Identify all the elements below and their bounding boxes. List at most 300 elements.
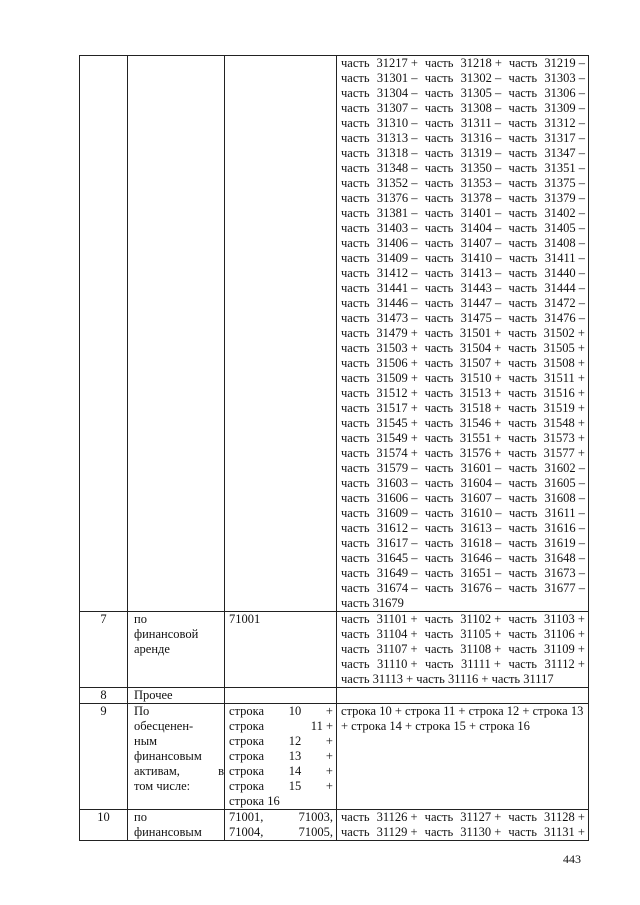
text-fragment: часть — [424, 825, 454, 839]
text-fragment: часть — [424, 191, 454, 205]
text-line — [341, 341, 585, 356]
text-line — [341, 161, 585, 176]
text-fragment: часть — [508, 296, 538, 310]
text-fragment: Прочее — [134, 688, 173, 702]
text-fragment: 31376 – — [376, 191, 418, 205]
text-fragment: 31505 + — [543, 341, 585, 355]
table-row — [80, 688, 589, 704]
text-fragment: в — [218, 764, 224, 778]
text-line — [229, 612, 333, 627]
row-codes-cell — [225, 56, 337, 612]
text-line — [341, 86, 585, 101]
text-line — [134, 688, 224, 703]
text-fragment: 31545 + — [376, 416, 418, 430]
text-fragment: 31101 + — [376, 612, 418, 626]
text-line — [341, 416, 585, 431]
text-fragment: часть — [424, 371, 454, 385]
text-fragment: часть — [424, 266, 454, 280]
text-line — [229, 779, 333, 794]
text-fragment: финансовым — [134, 825, 202, 839]
row-formula-cell — [337, 704, 589, 810]
text-fragment: 31351 – — [544, 161, 585, 175]
text-fragment: 31510 + — [460, 371, 502, 385]
text-fragment: 31312 – — [544, 116, 585, 130]
text-fragment: 31319 – — [460, 146, 502, 160]
text-fragment: часть — [341, 401, 370, 415]
text-line — [134, 719, 224, 734]
text-fragment: 31404 – — [460, 221, 502, 235]
text-line — [341, 371, 585, 386]
text-fragment: 31405 – — [544, 221, 585, 235]
text-fragment: 71001 — [229, 612, 261, 626]
text-fragment: часть — [424, 627, 454, 641]
row-name-cell — [128, 810, 225, 841]
text-fragment: часть — [508, 506, 538, 520]
text-fragment: часть — [341, 251, 370, 265]
text-line — [341, 116, 585, 131]
text-fragment: часть — [341, 642, 370, 656]
text-fragment: 31673 – — [544, 566, 585, 580]
text-fragment: 31103 + — [543, 612, 585, 626]
text-fragment: часть — [508, 356, 537, 370]
text-line — [341, 191, 585, 206]
text-fragment: часть — [424, 581, 454, 595]
text-fragment: 31408 – — [544, 236, 585, 250]
text-line — [341, 281, 585, 296]
text-fragment: строка — [229, 749, 265, 763]
text-fragment: 31403 – — [376, 221, 418, 235]
row-formula-cell — [337, 810, 589, 841]
row-number-cell — [80, 688, 128, 704]
text-fragment: 31646 – — [460, 551, 502, 565]
text-fragment: часть — [424, 506, 454, 520]
text-line — [341, 356, 585, 371]
text-line — [341, 221, 585, 236]
text-fragment: часть — [508, 236, 538, 250]
text-line — [134, 627, 224, 642]
text-fragment: 31306 – — [544, 86, 585, 100]
text-fragment: 31576 + — [459, 446, 502, 460]
text-fragment: 11 + — [310, 719, 333, 733]
text-fragment: 31648 – — [544, 551, 585, 565]
text-line — [134, 704, 224, 719]
text-fragment: финансовым — [134, 749, 202, 763]
text-line — [341, 311, 585, 326]
text-fragment: 31677 – — [544, 581, 585, 595]
text-fragment: часть — [508, 281, 538, 295]
text-fragment: часть — [508, 536, 538, 550]
text-fragment: часть 31679 — [341, 596, 404, 610]
text-fragment: часть — [508, 176, 538, 190]
text-fragment: 31441 – — [376, 281, 418, 295]
text-fragment: 31475 – — [460, 311, 502, 325]
text-fragment: 31107 + — [376, 642, 418, 656]
text-fragment: часть — [341, 86, 370, 100]
text-fragment: часть — [341, 341, 370, 355]
text-fragment: 31313 – — [376, 131, 418, 145]
text-fragment: часть — [508, 627, 537, 641]
text-fragment: + — [325, 779, 333, 793]
text-fragment: 31126 + — [376, 810, 418, 824]
text-fragment: часть — [341, 536, 370, 550]
text-fragment: строка 10 + строка 11 + строка 12 + строка 13 — [341, 704, 584, 718]
text-line — [134, 779, 224, 794]
row-codes-cell — [225, 688, 337, 704]
text-fragment: 31674 – — [376, 581, 418, 595]
row-codes-cell — [225, 612, 337, 688]
text-fragment: 31381 – — [376, 206, 418, 220]
text-fragment: 31649 – — [376, 566, 418, 580]
text-fragment: часть — [424, 491, 454, 505]
row-formula-cell — [337, 688, 589, 704]
text-fragment: часть — [424, 176, 454, 190]
text-line — [341, 521, 585, 536]
text-fragment: часть — [341, 116, 370, 130]
text-line — [341, 612, 585, 627]
text-fragment: строка — [229, 734, 265, 748]
text-line — [229, 810, 333, 825]
text-fragment: 31413 – — [460, 266, 502, 280]
text-fragment: часть — [341, 386, 370, 400]
text-fragment: 71004, — [229, 825, 264, 839]
text-line — [341, 431, 585, 446]
text-line — [134, 749, 224, 764]
text-fragment: часть — [341, 825, 370, 839]
text-fragment: 31378 – — [460, 191, 502, 205]
row-name-cell — [128, 56, 225, 612]
text-line — [341, 596, 585, 611]
text-fragment: часть — [424, 446, 454, 460]
text-fragment: финансовой — [134, 627, 199, 641]
text-line — [341, 446, 585, 461]
row-number-cell — [80, 810, 128, 841]
text-fragment: 31473 – — [376, 311, 418, 325]
text-line — [341, 401, 585, 416]
document-table — [79, 55, 589, 841]
text-fragment: часть — [341, 521, 370, 535]
text-fragment: 31409 – — [376, 251, 418, 265]
text-fragment: часть — [508, 825, 537, 839]
text-fragment: 31110 + — [377, 657, 418, 671]
text-fragment: часть — [341, 206, 370, 220]
text-fragment: часть — [508, 612, 537, 626]
text-fragment: 31443 – — [460, 281, 502, 295]
text-fragment: 31519 + — [543, 401, 585, 415]
text-fragment: часть — [424, 326, 454, 340]
text-line — [341, 642, 585, 657]
text-fragment: 31353 – — [460, 176, 502, 190]
text-fragment: 31352 – — [376, 176, 418, 190]
text-line — [229, 749, 333, 764]
text-fragment: 31579 – — [376, 461, 418, 475]
text-line — [341, 825, 585, 840]
text-fragment: часть — [341, 461, 370, 475]
text-fragment: часть — [508, 86, 538, 100]
text-fragment: 31603 – — [376, 476, 418, 490]
text-fragment: том числе: — [134, 779, 191, 793]
text-fragment: часть — [424, 536, 454, 550]
text-fragment: часть — [508, 146, 538, 160]
text-fragment: 31619 – — [544, 536, 585, 550]
text-fragment: 31509 + — [376, 371, 418, 385]
text-fragment: часть — [341, 506, 370, 520]
text-fragment: По — [134, 704, 150, 718]
row-number: 8 — [100, 688, 107, 702]
text-fragment: часть — [424, 612, 454, 626]
row-formula-cell — [337, 56, 589, 612]
text-line — [229, 704, 333, 719]
text-fragment: 31104 + — [376, 627, 418, 641]
text-fragment: часть — [424, 386, 454, 400]
text-fragment: 31501 + — [459, 326, 502, 340]
row-name-cell — [128, 688, 225, 704]
text-line — [134, 642, 224, 657]
text-fragment: ным — [134, 734, 157, 748]
text-fragment: 31303 – — [544, 71, 585, 85]
text-fragment: аренде — [134, 642, 170, 656]
text-line — [341, 296, 585, 311]
text-fragment: 31309 – — [544, 101, 585, 115]
text-fragment: 71001, — [229, 810, 264, 824]
text-fragment: часть — [508, 386, 537, 400]
text-fragment: часть — [424, 642, 454, 656]
text-fragment: часть — [424, 236, 454, 250]
text-fragment: 31617 – — [376, 536, 418, 550]
text-fragment: 31517 + — [376, 401, 418, 415]
text-fragment: часть — [341, 612, 370, 626]
text-fragment: часть — [508, 71, 538, 85]
text-fragment: 31573 + — [543, 431, 585, 445]
text-fragment: 31518 + — [459, 401, 502, 415]
text-fragment: 31318 – — [376, 146, 418, 160]
text-fragment: 31446 – — [376, 296, 418, 310]
text-line — [341, 71, 585, 86]
text-fragment: 31516 + — [543, 386, 585, 400]
text-line — [341, 461, 585, 476]
text-fragment: строка — [229, 764, 265, 778]
text-fragment: 31131 + — [543, 825, 585, 839]
text-fragment: часть — [341, 657, 370, 671]
text-fragment: 31546 + — [459, 416, 502, 430]
text-line — [134, 734, 224, 749]
table-body — [80, 56, 589, 841]
row-formula-cell — [337, 612, 589, 688]
text-fragment: 31607 – — [460, 491, 502, 505]
text-line — [134, 825, 224, 840]
text-fragment: часть — [508, 191, 538, 205]
text-fragment: часть — [341, 266, 370, 280]
text-fragment: строка — [229, 704, 265, 718]
text-fragment: 31379 – — [544, 191, 585, 205]
text-fragment: по — [134, 612, 147, 626]
text-fragment: 31109 + — [543, 642, 585, 656]
row-number: 7 — [100, 612, 107, 626]
row-number-cell — [80, 612, 128, 688]
text-fragment: часть — [341, 56, 370, 70]
text-fragment: + — [325, 749, 333, 763]
text-line — [341, 491, 585, 506]
text-fragment: часть — [341, 221, 370, 235]
text-fragment: 31508 + — [543, 356, 585, 370]
text-fragment: часть — [341, 356, 370, 370]
text-fragment: часть — [341, 176, 370, 190]
text-fragment: часть — [508, 581, 538, 595]
text-fragment: 31310 – — [376, 116, 418, 130]
text-line — [229, 734, 333, 749]
text-fragment: часть — [424, 296, 454, 310]
text-fragment: 71005, — [298, 825, 333, 839]
text-line — [341, 581, 585, 596]
text-fragment: часть — [508, 446, 537, 460]
text-fragment: 13 — [288, 749, 302, 763]
text-fragment: 31504 + — [459, 341, 502, 355]
row-number-cell — [80, 56, 128, 612]
text-line — [341, 506, 585, 521]
text-fragment: 31608 – — [544, 491, 585, 505]
text-line — [341, 672, 585, 687]
text-fragment: часть — [341, 551, 370, 565]
text-fragment: активам, — [134, 764, 180, 778]
row-name-cell — [128, 612, 225, 688]
text-fragment: часть — [341, 146, 370, 160]
text-fragment: 31645 – — [376, 551, 418, 565]
text-line — [341, 101, 585, 116]
text-fragment: часть — [341, 491, 370, 505]
text-fragment: часть — [508, 101, 538, 115]
text-line — [341, 810, 585, 825]
text-fragment: 31503 + — [376, 341, 418, 355]
text-fragment: 31511 + — [543, 371, 585, 385]
text-line — [341, 236, 585, 251]
text-fragment: 31604 – — [460, 476, 502, 490]
text-fragment: часть — [508, 326, 537, 340]
text-fragment: часть — [341, 296, 370, 310]
text-line — [341, 657, 585, 672]
text-fragment: часть — [424, 146, 454, 160]
table-row — [80, 56, 589, 612]
text-fragment: часть — [424, 56, 454, 70]
text-fragment: 31609 – — [376, 506, 418, 520]
text-fragment: часть — [341, 416, 370, 430]
text-line — [134, 612, 224, 627]
text-fragment: часть — [424, 131, 454, 145]
text-fragment: часть — [424, 206, 454, 220]
text-fragment: часть — [341, 131, 370, 145]
text-fragment: 31350 – — [460, 161, 502, 175]
text-fragment: 31549 + — [376, 431, 418, 445]
text-fragment: 31479 + — [376, 326, 418, 340]
text-fragment: 31316 – — [460, 131, 502, 145]
text-fragment: часть — [424, 461, 454, 475]
text-fragment: строка — [229, 719, 265, 733]
text-fragment: часть — [508, 431, 537, 445]
row-number-cell — [80, 704, 128, 810]
text-fragment: часть — [341, 566, 370, 580]
text-line — [134, 764, 224, 779]
text-fragment: 31106 + — [543, 627, 585, 641]
text-fragment: 31440 – — [544, 266, 585, 280]
text-fragment: часть — [424, 221, 454, 235]
text-fragment: 31304 – — [376, 86, 418, 100]
text-fragment: часть — [424, 101, 454, 115]
text-fragment: часть — [424, 416, 454, 430]
text-fragment: часть — [341, 446, 370, 460]
text-fragment: 31577 + — [543, 446, 585, 460]
text-fragment: часть — [508, 206, 538, 220]
text-line — [341, 131, 585, 146]
text-fragment: 31513 + — [459, 386, 502, 400]
text-fragment: часть — [508, 476, 538, 490]
text-fragment: 31308 – — [460, 101, 502, 115]
text-fragment: 31610 – — [460, 506, 502, 520]
text-fragment: часть — [508, 491, 538, 505]
text-fragment: часть — [424, 71, 454, 85]
text-fragment: часть — [508, 461, 538, 475]
text-fragment: часть — [424, 551, 454, 565]
text-fragment: по — [134, 810, 147, 824]
text-line — [341, 386, 585, 401]
row-codes-cell — [225, 704, 337, 810]
text-fragment: 31311 – — [460, 116, 502, 130]
text-fragment: часть — [508, 521, 538, 535]
text-line — [341, 206, 585, 221]
text-fragment: часть — [508, 657, 537, 671]
text-fragment: часть — [341, 281, 370, 295]
text-fragment: 31507 + — [459, 356, 502, 370]
text-fragment: 31375 – — [544, 176, 585, 190]
text-line — [341, 627, 585, 642]
text-fragment: 31305 – — [460, 86, 502, 100]
text-line — [341, 251, 585, 266]
text-fragment: 31411 – — [544, 251, 585, 265]
text-fragment: 31105 + — [460, 627, 502, 641]
text-fragment: 31444 – — [544, 281, 585, 295]
text-fragment: 31601 – — [460, 461, 502, 475]
text-fragment: 31410 – — [460, 251, 502, 265]
text-fragment: часть — [341, 101, 370, 115]
text-fragment: часть — [341, 581, 370, 595]
text-fragment: часть — [508, 161, 538, 175]
text-fragment: часть — [341, 810, 370, 824]
text-fragment: + — [325, 704, 333, 718]
text-fragment: часть — [424, 311, 454, 325]
text-fragment: 31348 – — [376, 161, 418, 175]
text-fragment: 31651 – — [460, 566, 502, 580]
text-fragment: часть — [424, 431, 454, 445]
table-row — [80, 810, 589, 841]
text-line — [341, 326, 585, 341]
text-line — [341, 56, 585, 71]
text-fragment: часть — [341, 326, 370, 340]
row-number: 10 — [97, 810, 110, 824]
text-fragment: 31447 – — [460, 296, 502, 310]
text-fragment: 10 — [288, 704, 302, 718]
text-fragment: часть — [341, 236, 370, 250]
text-fragment: часть — [341, 71, 370, 85]
text-fragment: 71003, — [298, 810, 333, 824]
text-fragment: часть — [341, 191, 370, 205]
text-fragment: 31548 + — [543, 416, 585, 430]
text-fragment: 31602 – — [544, 461, 585, 475]
text-fragment: 31472 – — [544, 296, 585, 310]
text-fragment: часть — [341, 627, 370, 641]
text-line — [229, 719, 333, 734]
text-fragment: часть — [508, 401, 537, 415]
page-number: 443 — [563, 852, 581, 866]
text-fragment: 31611 – — [544, 506, 585, 520]
text-fragment: 31302 – — [460, 71, 502, 85]
text-fragment: часть — [424, 281, 454, 295]
